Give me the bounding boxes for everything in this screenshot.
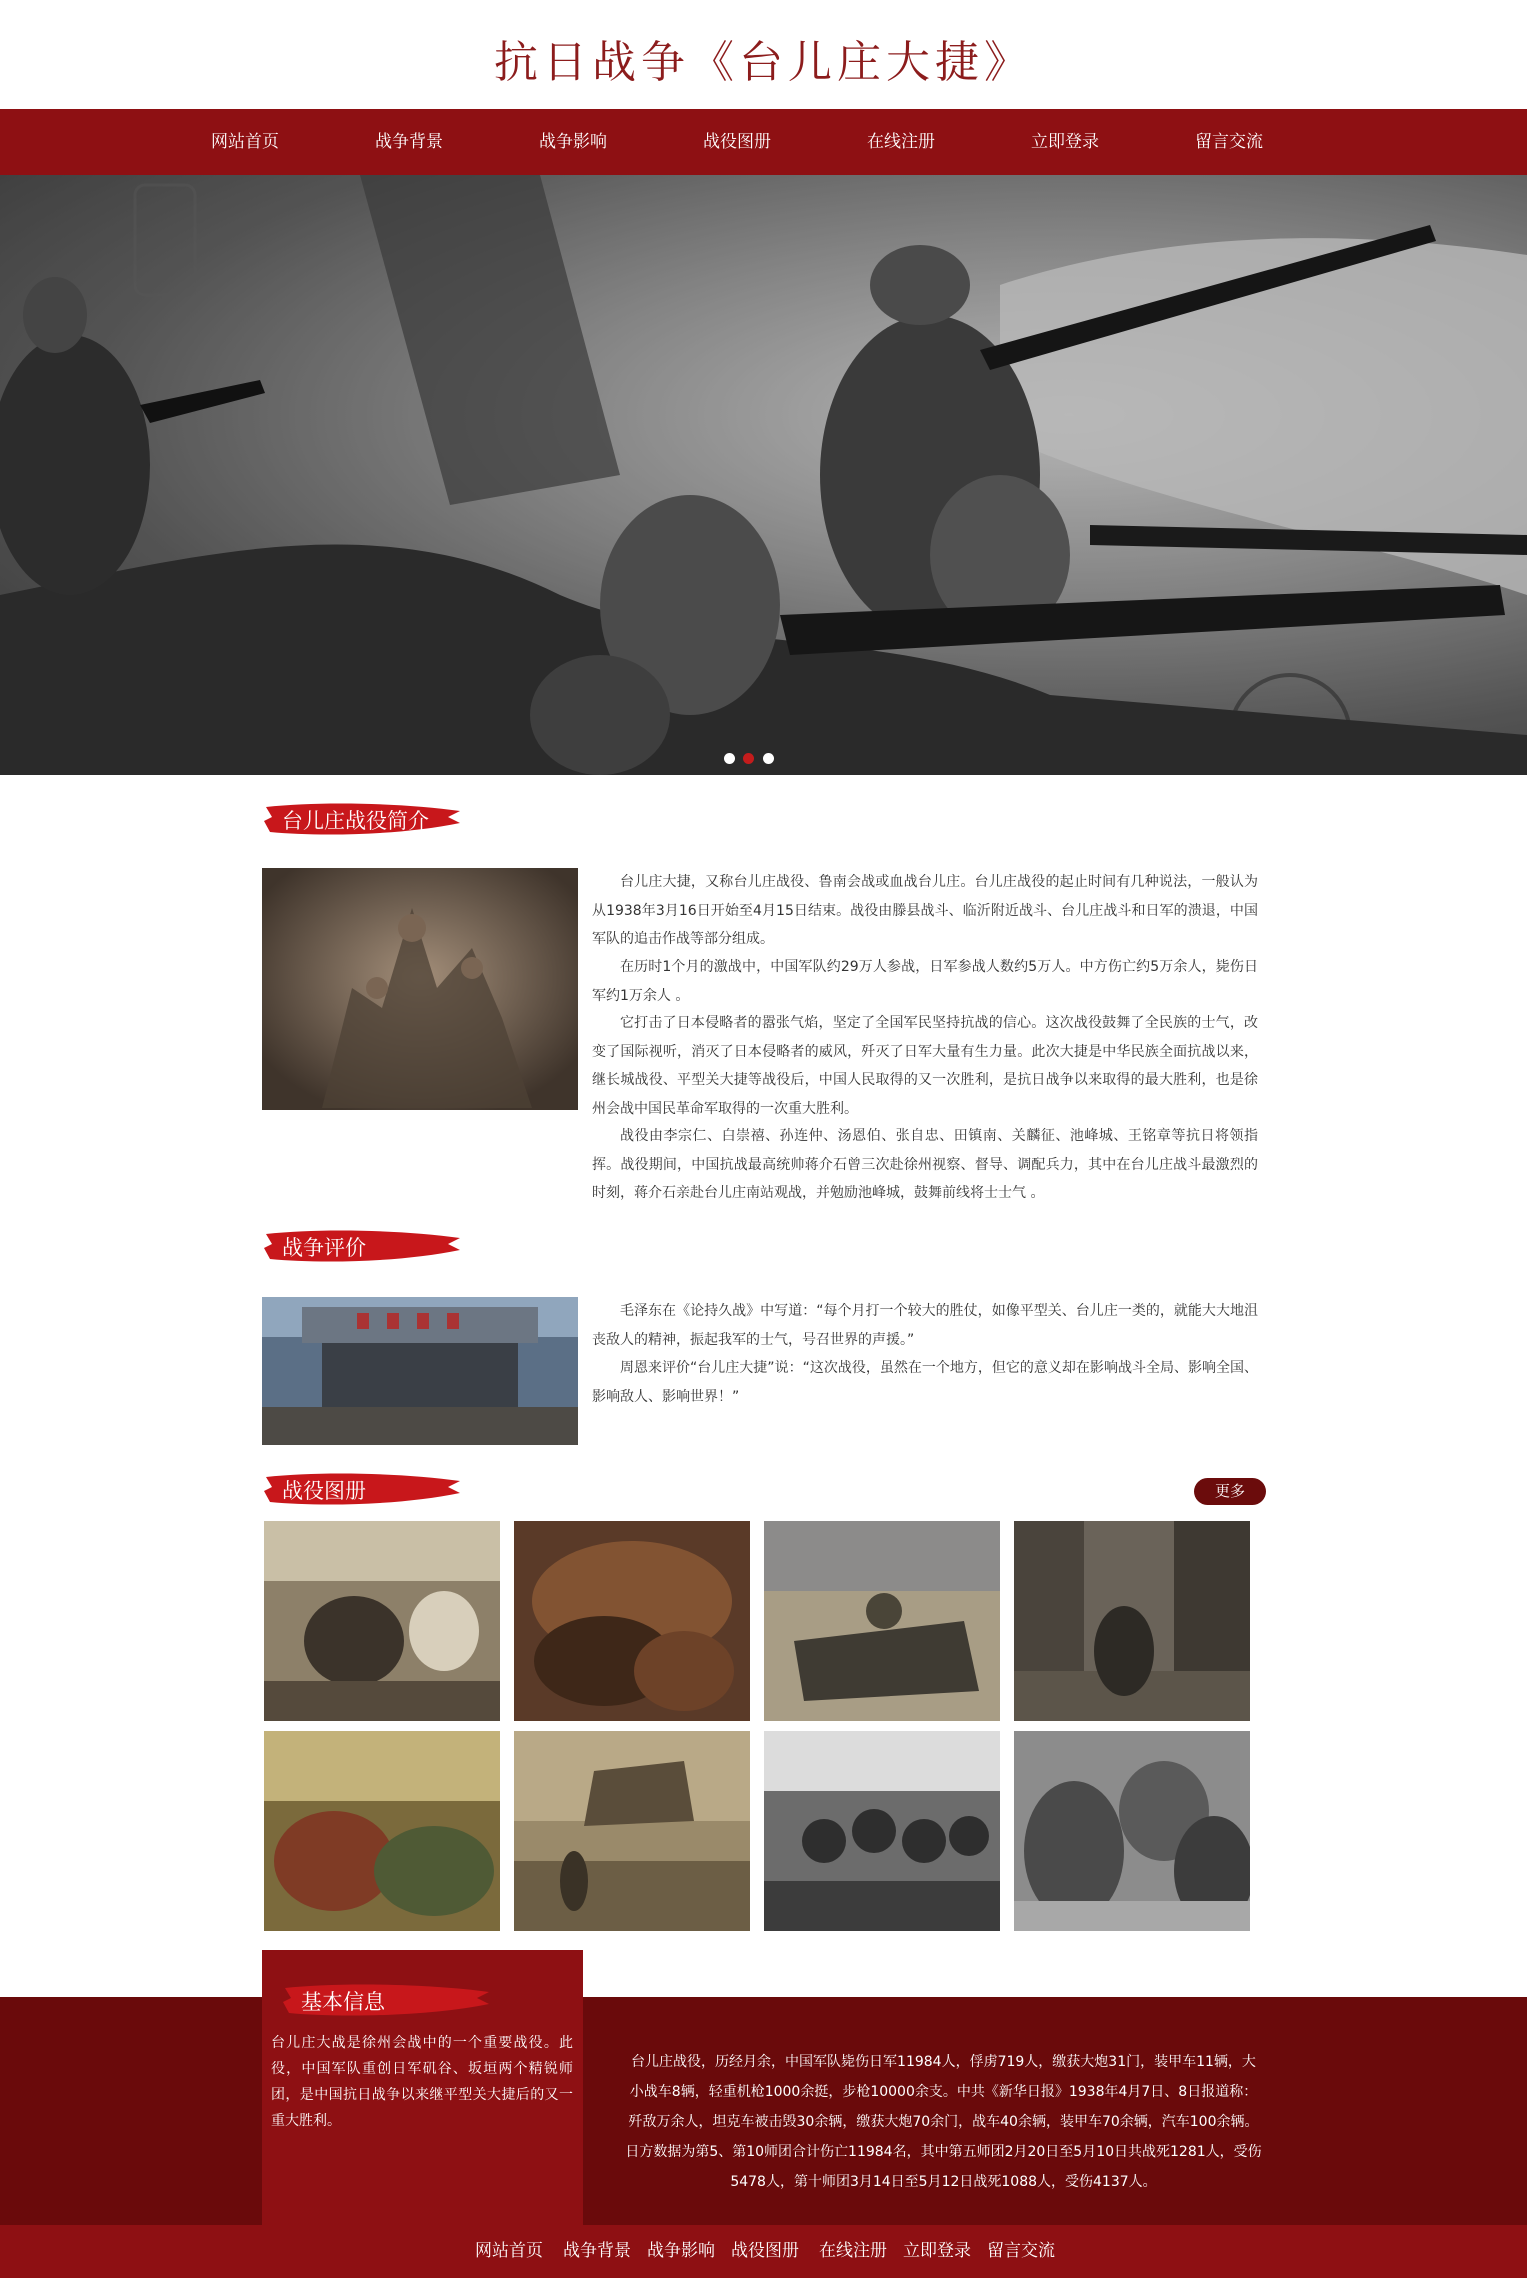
section-title-gallery-text: 战役图册 [282,1479,366,1503]
main-nav [0,109,1527,175]
hero-trench-scene [0,175,1527,775]
nav-item-album[interactable]: 战役图册 [703,132,771,152]
info-box [262,1950,583,2228]
gallery-photo-5[interactable] [264,1731,500,1931]
nav-item-register[interactable]: 在线注册 [867,132,935,152]
gallery-photo-1[interactable] [264,1521,500,1721]
section-title-intro-text: 台儿庄战役简介 [282,809,429,833]
gallery-photo-8[interactable] [1014,1731,1250,1931]
footer-item-impact[interactable]: 战争影响 [647,2241,715,2261]
footer-item-background[interactable]: 战争背景 [563,2241,631,2261]
gallery-photo-3[interactable] [764,1521,1000,1721]
relief-sculpture-photo [262,868,578,1110]
nav-item-background[interactable]: 战争背景 [375,132,443,152]
gallery-photo-7[interactable] [764,1731,1000,1931]
nav-item-guestbook[interactable]: 留言交流 [1195,132,1263,152]
section-title-info-text: 基本信息 [301,1990,385,2014]
gallery-photo-2[interactable] [514,1521,750,1721]
evaluation-paragraph-1: 毛泽东在《论持久战》中写道：“每个月打一个较大的胜仗，如像平型关、台儿庄一类的，就能大大地沮丧敌人的精神，振起我军的士气，号召世界的声援。” [592,1303,1258,1348]
gallery-photo-6[interactable] [514,1731,750,1931]
evaluation-paragraph-2: 周恩来评价“台儿庄大捷”说：“这次战役，虽然在一个地方，但它的意义却在影响战斗全局、影响全国、影响敌人、影响世界！” [592,1360,1258,1405]
section-title-intro [262,799,462,839]
nav-item-login[interactable]: 立即登录 [1031,132,1099,152]
gallery-photo-4[interactable] [1014,1521,1250,1721]
hero-banner-image [0,175,1527,775]
footer-item-register[interactable]: 在线注册 [819,2241,887,2261]
footer-item-home[interactable]: 网站首页 [475,2241,543,2261]
site-header [0,0,1527,109]
footer-item-album[interactable]: 战役图册 [731,2241,799,2261]
section-title-gallery [262,1469,462,1509]
footer-item-login[interactable]: 立即登录 [903,2241,971,2261]
intro-paragraph-4: 战役由李宗仁、白崇禧、孙连仲、汤恩伯、张自忠、田镇南、关麟征、池峰城、王铭章等抗日将领指挥。战役期间，中国抗战最高统帅蒋介石曾三次赴徐州视察、督导、调配兵力，其中在台儿庄战斗最激烈的时刻，蒋介石亲赴台儿庄南站观战，并勉励池峰城，鼓舞前线将士士气 。 [592,1128,1258,1201]
gallery-more-button[interactable]: 更多 [1194,1478,1266,1505]
intro-paragraph-2: 在历时1个月的激战中，中国军队约29万人参战，日军参战人数约5万人。中方伤亡约5万余人，毙伤日军约1万余人 。 [592,959,1258,1004]
nav-item-home[interactable]: 网站首页 [211,132,279,152]
info-summary-text: 台儿庄大战是徐州会战中的一个重要战役。此役，中国军队重创日军矶谷、坂垣两个精锐师团，是中国抗日战争以来继平型关大捷后的又一重大胜利。 [271,2035,573,2129]
site-title: 抗日战争《台儿庄大捷》 [494,37,1033,88]
section-title-evaluation-text: 战争评价 [282,1236,366,1260]
nav-item-impact[interactable]: 战争影响 [539,132,607,152]
footer-nav [0,2225,1527,2278]
memorial-gate-photo [262,1297,578,1445]
info-detail-text: 台儿庄战役，历经月余，中国军队毙伤日军11984人，俘虏719人，缴获大炮31门，装甲车11辆，大小战车8辆，轻重机枪1000余挺，步枪10000余支。中共《新华日报》1938年4月7日、8日报道称：歼敌万余人，坦克车被击毁30余辆，缴获大炮70余门，战车40余辆，装甲车70余辆，汽车100余辆。日方数据为第5、第10师团合计伤亡11984名，其中第五师团2月20日至5月10日共战死1281人，受伤5478人，第十师团3月14日至5月12日战死1088人，受伤4137人。 [625,2054,1262,2190]
section-title-evaluation [262,1226,462,1266]
section-title-info [281,1980,491,2020]
carousel-dot-1[interactable] [724,753,735,764]
carousel-dot-2[interactable] [743,753,754,764]
carousel-dot-3[interactable] [763,753,774,764]
intro-paragraph-1: 台儿庄大捷，又称台儿庄战役、鲁南会战或血战台儿庄。台儿庄战役的起止时间有几种说法，一般认为从1938年3月16日开始至4月15日结束。战役由滕县战斗、临沂附近战斗、台儿庄战斗和日军的溃退，中国军队的追击作战等部分组成。 [592,874,1258,947]
footer-item-guestbook[interactable]: 留言交流 [987,2241,1055,2261]
intro-paragraph-3: 它打击了日本侵略者的嚣张气焰，坚定了全国军民坚持抗战的信心。这次战役鼓舞了全民族的士气，改变了国际视听，消灭了日本侵略者的威风，歼灭了日军大量有生力量。此次大捷是中华民族全面抗战以来，继长城战役、平型关大捷等战役后，中国人民取得的又一次胜利，是抗日战争以来取得的最大胜利，也是徐州会战中国民革命军取得的一次重大胜利。 [592,1015,1258,1117]
carousel-indicators [0,753,1527,767]
